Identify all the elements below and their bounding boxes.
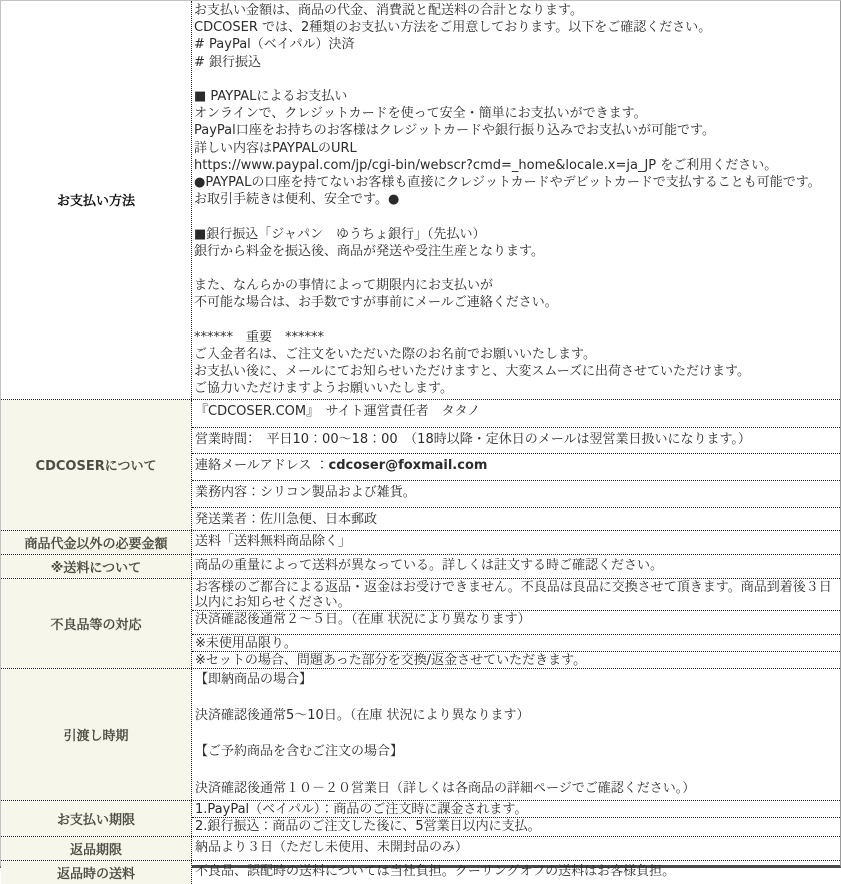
label-delivery-time — [1, 669, 192, 800]
label-text: お支払い期限 — [56, 812, 135, 828]
shipping-carrier-line: 発送業者：佐川急便、日本郵政 — [195, 511, 378, 527]
label-text: CDCOSERについて — [35, 459, 157, 475]
blank-line — [194, 260, 838, 277]
defect-item: お客様のご都合による返品・返金はお受けできません。不良品は良品に交換させて頂きます。商品到着後３日以内にお知らせください。 — [192, 579, 840, 611]
text-line: 詳しい内容はPAYPALのURL — [194, 140, 357, 156]
row-return-shipping — [1, 861, 840, 884]
site-operator-line: 『CDCOSER.COM』 サイト運営責任者 タタノ — [192, 400, 840, 428]
text-line: 銀行から料金を振込後、商品が発送や受注生産となります。 — [194, 243, 544, 259]
text-line: お支払い金額は、商品の代金、消費説と配送料の合計となります。 — [194, 3, 583, 18]
label-text: 商品代金以外の必要金額 — [24, 536, 168, 552]
defect-item: 決済確認後通常２～５日。（在庫 状況により異なります） — [192, 611, 840, 635]
row-payment-method — [1, 1, 840, 400]
deadline-item: 2.銀行振込：商品のご注文した後に、5営業日以内に支払。 — [195, 818, 541, 834]
text-line: ■ PAYPALによるお支払い — [194, 89, 348, 104]
blank-line — [194, 208, 838, 225]
payment-method-content — [192, 1, 840, 399]
label-text: お支払い方法 — [56, 194, 135, 210]
label-payment-method — [1, 1, 192, 399]
label-extra-fee — [1, 531, 192, 554]
text-line: CDCOSER では、2種類のお支払い方法をご用意しております。以下をご確認ください。 — [194, 20, 712, 36]
label-return-shipping — [1, 861, 192, 884]
return-deadline-content: 納品より３日（ただし未使用、未開封品のみ） — [195, 839, 469, 855]
row-extra-fee — [1, 531, 840, 555]
row-delivery-time — [1, 669, 840, 801]
label-text: 返品期限 — [69, 842, 122, 858]
text-line: PayPal口座をお持ちのお客様はクレジットカードや銀行振り込みでお支払いが可能です。 — [194, 123, 715, 139]
blank-line — [195, 689, 837, 707]
row-return-deadline — [1, 837, 840, 861]
text-line: # 銀行振込 — [194, 54, 262, 70]
text-line: お取引手続きは便利、安全です。● — [194, 192, 400, 208]
text-line: 決済確認後通常5～10日。（在庫 状況により異なります） — [195, 708, 530, 723]
text-line: # PayPal（ベイパル）決済 — [194, 37, 355, 53]
shipping-note-content: 商品の重量によって送料が異なっている。詳しくは註文する時ご確認ください。 — [195, 557, 664, 573]
extra-fee-content: 送料「送料無料商品除く」 — [195, 533, 352, 549]
blank-line — [194, 312, 838, 329]
paypal-url-text: https://www.paypal.com/jp/cgi-bin/webscr?cmd=_home&locale.x=ja_JP をご利用ください。 — [194, 157, 778, 173]
label-text: 引渡し時期 — [63, 728, 129, 744]
label-payment-deadline — [1, 801, 192, 836]
business-hours-line: 営業時間： 平日10：00～18：00 （18時以降・定休日のメールは翌営業日扱いになります。） — [192, 428, 840, 454]
text-line: お支払い後に、メールにてお知らせいただけますと、大変スムーズに出荷させていただけます。 — [194, 364, 751, 380]
text-line: 【ご予約商品を含むご注文の場合】 — [195, 744, 404, 760]
defect-item: ※セットの場合、問題あった部分を交換/返金させていただきます。 — [195, 652, 587, 668]
contact-line — [192, 454, 840, 481]
blank-line — [195, 762, 837, 780]
about-cdcoser-content — [192, 400, 840, 530]
defect-item: ※未使用品限り。 — [192, 635, 840, 652]
label-return-deadline — [1, 837, 192, 860]
label-text: ※送料について — [50, 560, 142, 576]
deadline-item: 1.PayPal（ベイパル）：商品のご注文時に課金されます。 — [192, 801, 840, 818]
delivery-time-content — [192, 669, 840, 800]
text-line: 不可能な場合は、お手数ですが事前にメールご連絡ください。 — [194, 295, 558, 311]
blank-line — [194, 71, 838, 88]
text-line: 【即納商品の場合】 — [195, 671, 313, 687]
text-line: ●PAYPALの口座を持てないお客様も直接にクレジットカードやデビットカードで支払することも可能です。 — [194, 175, 821, 191]
row-defect-handling — [1, 579, 840, 669]
business-content-line: 業務内容：シリコン製品および雑貨。 — [192, 481, 840, 508]
label-defect-handling — [1, 579, 192, 668]
text-line: また、なんらかの事情によって期限内にお支払いが — [194, 278, 494, 294]
text-line: オンラインで、クレジットカードを使って安全・簡単にお支払いができます。 — [194, 106, 647, 122]
label-text: 返品時の送料 — [56, 866, 135, 882]
return-shipping-content: 不良品、誤配時の送料については当社負担。クーリングオフの送料はお客様負担。 — [195, 863, 676, 879]
label-shipping-note — [1, 555, 192, 578]
text-line: 決済確認後通常１０－２０営業日（詳しくは各商品の詳細ページでご確認ください。） — [195, 780, 696, 796]
label-about-cdcoser — [1, 400, 192, 530]
defect-handling-content — [192, 579, 840, 668]
text-line: ■銀行振込「ジャパン ゆうちょ銀行」（先払い） — [194, 226, 486, 242]
blank-line — [195, 725, 837, 743]
payment-deadline-content — [192, 801, 840, 836]
row-about-cdcoser — [1, 400, 840, 531]
row-shipping-note — [1, 555, 840, 579]
text-line: ご入金者名は、ご注文をいただいた際のお名前でお願いいたします。 — [194, 347, 596, 362]
text-line: ご協力いただけますようお願いいたします。 — [194, 381, 453, 397]
row-payment-deadline — [1, 801, 840, 837]
contact-prefix: 連絡メールアドレス ： — [195, 457, 329, 473]
label-text: 不良品等の対応 — [50, 617, 142, 633]
important-heading: ****** 重要 ****** — [194, 329, 325, 345]
contact-email: cdcoser@foxmail.com — [328, 457, 488, 473]
